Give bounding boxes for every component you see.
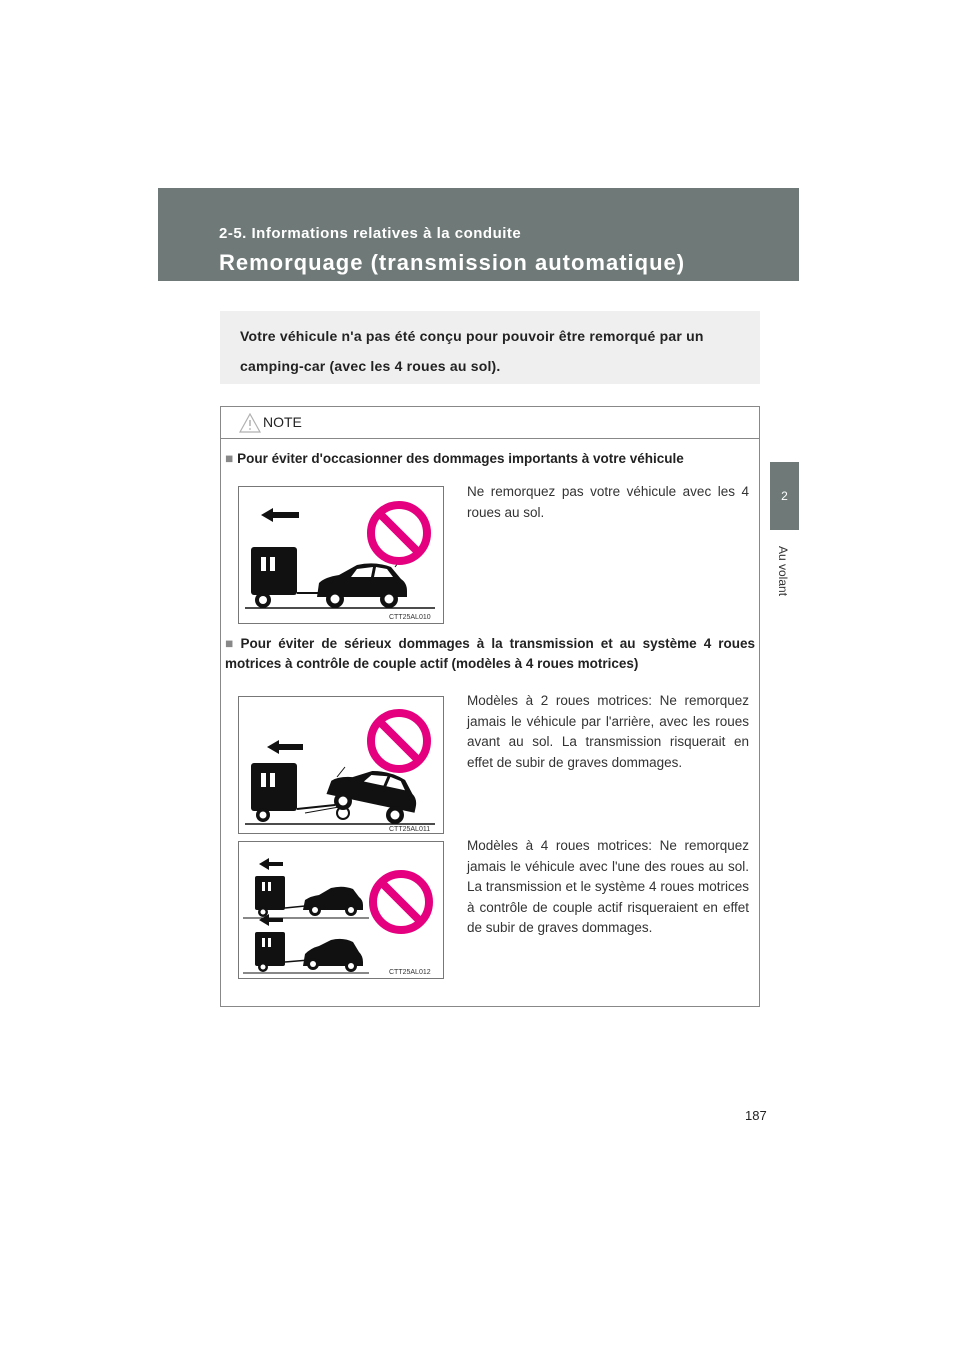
page-title: Remorquage (transmission automatique) <box>219 250 686 275</box>
item-text: Modèles à 2 roues motrices: Ne remorquez jamais le véhicule par l'arrière, avec les roues avant au sol. La transmission risquerait en effet de subir de graves dommages. <box>467 693 749 770</box>
note-box <box>220 406 760 1007</box>
item-text: Modèles à 4 roues motrices: Ne remorquez jamais le véhicule avec l'une des roues au sol. La transmission et le système 4 roues motrices à contrôle de couple actif risqueraient en effet de subir de graves dommages. <box>467 838 749 935</box>
image-code: CTT25AL012 <box>389 969 431 976</box>
chapter-label: Au volant <box>776 545 790 597</box>
section-label: 2-5. Informations relatives à la conduite <box>219 225 522 242</box>
four-wheel-tow-illustration <box>239 842 443 978</box>
note-label: NOTE <box>263 414 302 430</box>
square-bullet-icon: ■ <box>225 636 237 651</box>
rear-tow-illustration <box>239 697 443 833</box>
illustration-4wd-tow <box>238 841 444 979</box>
item-text: Ne remorquez pas votre véhicule avec les 4 roues au sol. <box>467 484 749 520</box>
image-code: CTT25AL011 <box>389 826 431 833</box>
illustration-rear-tow <box>238 696 444 834</box>
section-heading: ■ Pour éviter de sérieux dommages à la transmission et au système 4 roues motrices à contrôle de couple actif (modèles à 4 roues motrices) <box>225 636 756 671</box>
illustration-flat-tow <box>238 486 444 624</box>
square-bullet-icon: ■ <box>225 451 234 466</box>
section-heading: ■ Pour éviter d'occasionner des dommages importants à votre véhicule <box>225 451 684 466</box>
note-header <box>221 407 759 439</box>
flat-tow-illustration <box>239 487 443 623</box>
image-code: CTT25AL010 <box>389 614 431 621</box>
chapter-tab: 2 <box>770 462 799 530</box>
warning-triangle-icon <box>239 413 261 433</box>
intro-box: Votre véhicule n'a pas été conçu pour pouvoir être remorqué par un camping-car (avec les 4 roues au sol). <box>220 311 760 384</box>
page-number: 187 <box>745 1108 767 1123</box>
